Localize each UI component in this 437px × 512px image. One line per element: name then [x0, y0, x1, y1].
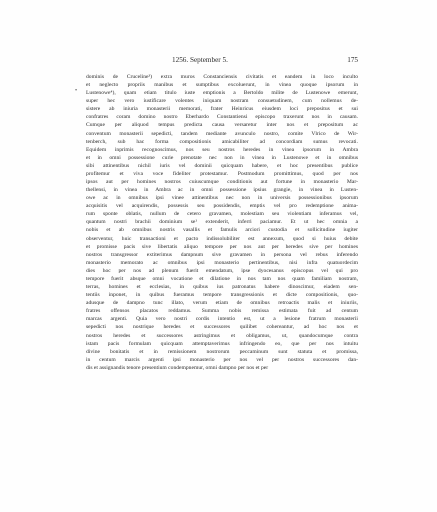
text-line: thellensi, in vinea in Ambra ac in omni possessione ipsius grangie, in vinea in Lusten-	[86, 187, 358, 194]
text-line: sistere ab iniuria monasterii memorati, frater Heinricus eiusdem loci prepositus et sui	[86, 106, 358, 113]
text-line: acquisitis vel acquirendis, possessis seu possidendis, emptis vel pro redemptione anima-	[86, 203, 358, 210]
text-line: Cumque per aliquod tempus predicta causa versaretur inter nos et prepositum ac	[86, 122, 358, 129]
text-line: nostros heredes et successores astringimus et obligamus, ut, quandocumque contra	[86, 332, 358, 339]
text-line: adusque de dampno tunc illato, verum etiam de omnibus retroactis malis et iniuriis,	[86, 300, 358, 307]
text-line: profitemur et viva voce fideliter protestamur. Postmodum promittimus, quod per nos	[86, 170, 358, 177]
text-line: dis et assignandis tenore presentium condempnemur, omni dampno per nos et per	[86, 364, 269, 371]
body-text	[86, 73, 358, 372]
text-line: nobis et ab omnibus nostris vasallis et famulis arciori custodia et sollicitudine iugiter	[86, 227, 358, 234]
text-line: conventum monasterii sepedicti, tandem mediante avunculo nostro, comite Vlrico de Wir-	[86, 130, 358, 137]
page-header	[86, 56, 358, 66]
page-number: 175	[347, 56, 358, 64]
text-line: quantum nostri brachii dominium se¹ extenderit, inferri paciamur. Et ut hec omnia a	[86, 219, 358, 226]
text-line: tentiis inponet, in quibus fueramus tempore transgressionis et dicte compositionis, quo-	[86, 292, 358, 299]
text-line: dominis de Cruceline³) extra muros Constanciensis civitatis et eandem in loco inculto	[86, 74, 358, 80]
text-line: Lustenowe⁴), quam etiam titulo iuste emptionis a Bertoldo milite de Lustenowe emerunt,	[86, 90, 358, 97]
text-line: observentur, huic transactioni et pacto indissolubiliter est annexum, quod si huius debite	[86, 235, 358, 242]
text-line: monasterio memorato ac omnibus ipsi monasterio pertinentibus, nisi infra quatuordecim	[86, 259, 358, 266]
text-line: ipsos aut per homines nostros cuiuscumque conditionis aut fortune in monasterio Mar-	[86, 179, 358, 186]
text-line: confratres coram domino nostro Eberhardo Constantiensi episcopo traxerunt nos in causam.	[86, 114, 358, 121]
text-line: et in omni possessione curie prenotate nec non in vinea in Lustenowe et in omnibus	[86, 154, 358, 161]
text-line: Equidem inprimis recognoscimus, nos seu nostros heredes in vinea ipsorum in Ambra	[86, 146, 358, 153]
text-line: et promisse pacis sive libertatis aliquo tempore per nos aut per heredes sive per homines	[86, 243, 358, 250]
text-line: super hec vero iustificare volentes iniquam nostram consuetudinem, cum nollemus de-	[86, 98, 358, 105]
margin-mark: •	[75, 88, 78, 94]
text-line: dies hoc per nos ad plenum fuerit emendatum, ipse dyocesanus episcopus vel qui pro	[86, 267, 358, 274]
text-line: et neglecto propriis manibus et sumptibus excoluerunt, in vinea quoque ipsorum in	[86, 82, 358, 89]
text-line: istam pacis formulam quicquam attemptaverimus infringendo eo, que per nos intuitu	[86, 340, 358, 347]
text-line: marcas argenti. Quia vero nostri cordis intentio est, ut a lesione fratrum monasterii	[86, 316, 358, 323]
text-line: fratres offensos placatos reddamus. Summa nobis remissa estimata fuit ad centum	[86, 308, 358, 315]
text-line: divine bonitatis et in remissionem nostrorum peccaminum sunt statuta et promissa,	[86, 348, 358, 355]
text-line: in centum marcis argenti ipsi monasterio per nos vel per nostros successores dan-	[86, 356, 358, 363]
text-line: sibi attinentibus nichil iuris vel dominii quicquam habere, et hoc presentibus publice	[86, 162, 358, 169]
text-line: rum sponte oblatis, nullum de cetero gravamen, molestiam seu violentiam inferamus vel,	[86, 211, 358, 218]
text-line: terras, homines et ecclesias, in quibus ius patronatus habere dinoscimur, eiadem sen-	[86, 284, 358, 291]
text-line: tempore fuerit absque omni vocatione et dilatione in nos tam nos quam familiam nostram,	[86, 275, 358, 282]
header-title: 1256. September 5.	[172, 56, 228, 64]
text-line: owe ac in omnibus ipsi vinee attinentibus nec non in universis possessionibus ipsorum	[86, 195, 358, 202]
text-line: sepedicti nos nostrique heredes et successores quilibet cohereantur, ad hoc nos et	[86, 324, 358, 331]
text-line: tenberch, sub hac forma compositionis amicabiliter ad concordiam sumus revocati.	[86, 138, 358, 145]
text-line: nostros transgressor extiterimus dampnum sive gravamen in persona vel rebus inferendo	[86, 251, 358, 258]
